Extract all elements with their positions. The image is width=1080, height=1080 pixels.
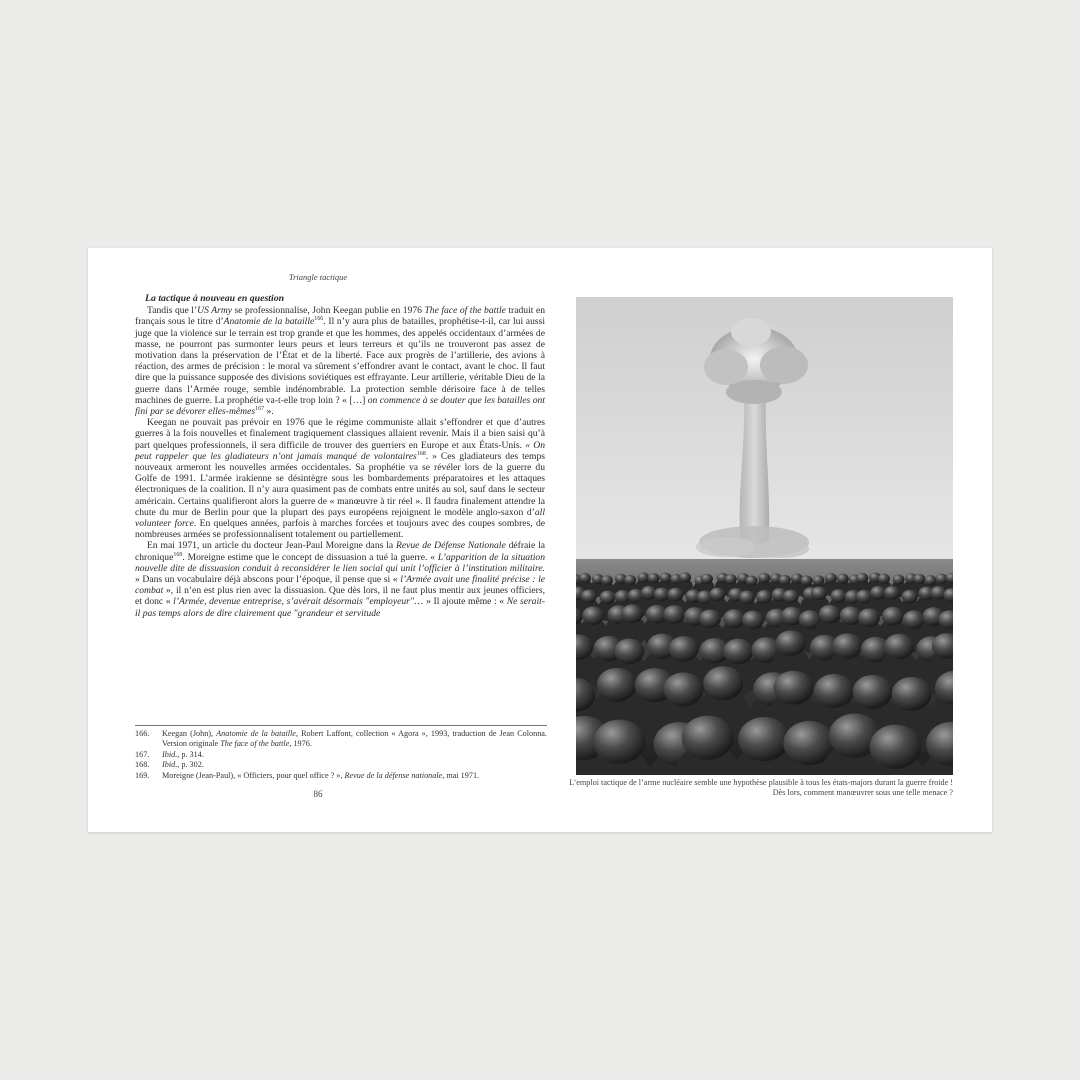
- text-run: Tandis que l’: [147, 305, 198, 317]
- footnote-text: [162, 771, 547, 781]
- text-run: Keegan ne pouvait pas prévoir en 1976 que le régime communiste allait s’effondrer et que d’autres guerres à la fois nouvelles et finalement tragiquement classiques allaient revenir. Mais il a bien saisi qu’à part quelques professionnels, il sera difficile de trouver des guerriers en Europe et aux États-Unis.: [135, 417, 545, 451]
- italic-run: all volunteer force: [135, 506, 545, 530]
- footnote: [135, 750, 547, 760]
- nuclear-test-photo: [576, 297, 953, 775]
- left-page: [88, 248, 548, 832]
- paragraph-1: [135, 305, 545, 417]
- italic-run: Anatomie de la bataille: [216, 729, 296, 738]
- caption-line-1: L’emploi tactique de l’arme nucléaire semble une hypothèse plausible à tous les états-majors durant la guerre froide !: [569, 778, 953, 787]
- italic-run: Anatomie de la bataille: [223, 316, 315, 328]
- text-run: » Dans un vocabulaire déjà abscons pour l’époque, il pense que si «: [135, 574, 401, 586]
- footnote-text: [162, 729, 547, 750]
- caption-line-2: Dès lors, comment manœuvrer sous une telle menace ?: [772, 788, 953, 797]
- italic-run: L’apparition de la situation nouvelle dite de dissuasion conduit à reconsidérer le lien social qui unit l’officier à l’institution militaire.: [135, 551, 546, 574]
- right-page: [548, 248, 992, 832]
- italic-run: The face of the battle: [424, 305, 506, 317]
- text-run: . » Ces gladiateurs des temps nouveaux armeront les nouvelles armées occidentales. Sa prophétie va se révéler lors de la guerre du Golfe de 1991. L’armée irakienne se désintègre sous les bombardements préparatoires et les attaques électroniques de la coalition. Il n’y aura quasiment pas de combats entre unités au sol, sauf dans le secteur américain. Certains qualifieront alors la guerre de « manœuvre à tir réel ». Il faudra finalement attendre la chute du mur de Berlin pour que la plupart des pays européens rejoignent le modèle anglo-saxon d’: [135, 450, 546, 518]
- text-run: , 1976.: [289, 739, 312, 749]
- text-run: . Moreigne estime que le concept de dissuasion a tué la guerre. «: [182, 551, 438, 563]
- text-run: , p. 314.: [177, 749, 204, 759]
- text-run: Moreigne (Jean-Paul), « Officiers, pour quel office ? »,: [162, 770, 345, 780]
- italic-run: on commence à se douter que les batailles ont fini par se dévorer elles-mêmes: [135, 394, 545, 418]
- photo-illustration: [576, 297, 953, 775]
- photo-caption: [548, 778, 953, 798]
- footnote-text: [162, 750, 547, 760]
- text-run: », il n’en est plus rien avec la dissuasion. Que dès lors, il ne faut plus mentir aux jeunes officiers, et donc «: [135, 585, 545, 608]
- text-run: , Robert Laffont, collection « Agora », 1993, traduction de Jean Colonna. Version originale: [162, 729, 547, 749]
- text-run: Keegan (John),: [162, 729, 217, 738]
- italic-run: Ne serait-il pas temps alors de dire clairement que "grandeur et servitude: [135, 596, 546, 619]
- italic-run: The face of the battle: [220, 739, 290, 749]
- italic-run: US Army: [197, 305, 233, 317]
- paragraph-2: [135, 417, 545, 540]
- italic-run: Revue de la défense nationale: [344, 770, 443, 780]
- footnotes: [135, 729, 547, 781]
- footnote-number: 168.: [135, 760, 150, 770]
- italic-run: « On peut rappeler que les gladiateurs n’ont jamais manqué de volontaires: [135, 439, 545, 462]
- text-run: ».: [264, 406, 274, 418]
- footnote-number: 167.: [135, 749, 150, 759]
- footnote-text: [162, 760, 547, 770]
- footnote-rule: [135, 725, 547, 726]
- italic-run: l’Armée, devenue entreprise, s’avérait désormais "employeur": [173, 596, 414, 608]
- text-run: , p. 302.: [177, 760, 204, 770]
- section-title: La tactique à nouveau en question: [145, 293, 285, 304]
- soldiers-crowd: [576, 572, 953, 775]
- text-run: . Il n’y aura plus de batailles, prophétise-t-il, car lui aussi juge que la violence sur le terrain est trop grande et que les hommes, des appelés occidentaux d’armées de masse, ne pourront pas surmonter leurs peurs et leurs terreurs et qu’ils ne trouveront pas assez de motivation dans la préservation de l’État et de la liberté. Face aux progrès de l’artillerie, des avions à réaction, des armes de précision : le moral va sûrement s’effondrer avant le contact, avant le choc. Il faut dire que la puissance supposée des divisions soviétiques est effrayante. Leur artillerie, véritable Dieu de la guerre dans l’Armée rouge, semble indénombrable. La protection semble dérisoire face à de telles machines de guerre. La prophétie va-t-elle trop loin ? « […]: [135, 316, 545, 406]
- italic-run: Ibid.: [162, 749, 178, 759]
- book-spread: [88, 248, 992, 832]
- italic-run: Revue de Défense Nationale: [395, 540, 506, 552]
- footnote-number: 166.: [135, 729, 150, 738]
- italic-run: l’Armée avait une finalité précise : le combat: [135, 574, 546, 597]
- footnote-ref: 169: [173, 551, 183, 558]
- footnote-ref: 166: [314, 316, 324, 323]
- footnote-ref: 167: [255, 405, 265, 412]
- text-run: En mai 1971, un article du docteur Jean-Paul Moreigne dans la: [147, 540, 396, 552]
- footnote: [135, 729, 547, 750]
- footnote: [135, 771, 547, 781]
- body-text: [135, 293, 545, 619]
- footnote-ref: 168: [416, 450, 426, 457]
- running-head: Triangle tactique: [288, 272, 348, 282]
- text-run: se professionnalise, John Keegan publie en 1976: [232, 305, 425, 317]
- page-number: 86: [313, 789, 323, 799]
- text-run: , mai 1971.: [442, 770, 480, 780]
- paragraph-3: [135, 540, 545, 618]
- text-run: traduit en français sous le titre d’: [135, 305, 546, 328]
- italic-run: Ibid.: [162, 760, 178, 770]
- footnote: [135, 760, 547, 770]
- text-run: … » Il ajoute même : «: [413, 596, 507, 608]
- footnote-number: 169.: [135, 770, 150, 780]
- text-run: défraie la chronique: [135, 540, 545, 563]
- text-run: . En quelques années, parfois à marches forcées et toujours avec des coupes sombres, de nombreuses armées se professionnalisent totalement ou partiellement.: [135, 518, 546, 541]
